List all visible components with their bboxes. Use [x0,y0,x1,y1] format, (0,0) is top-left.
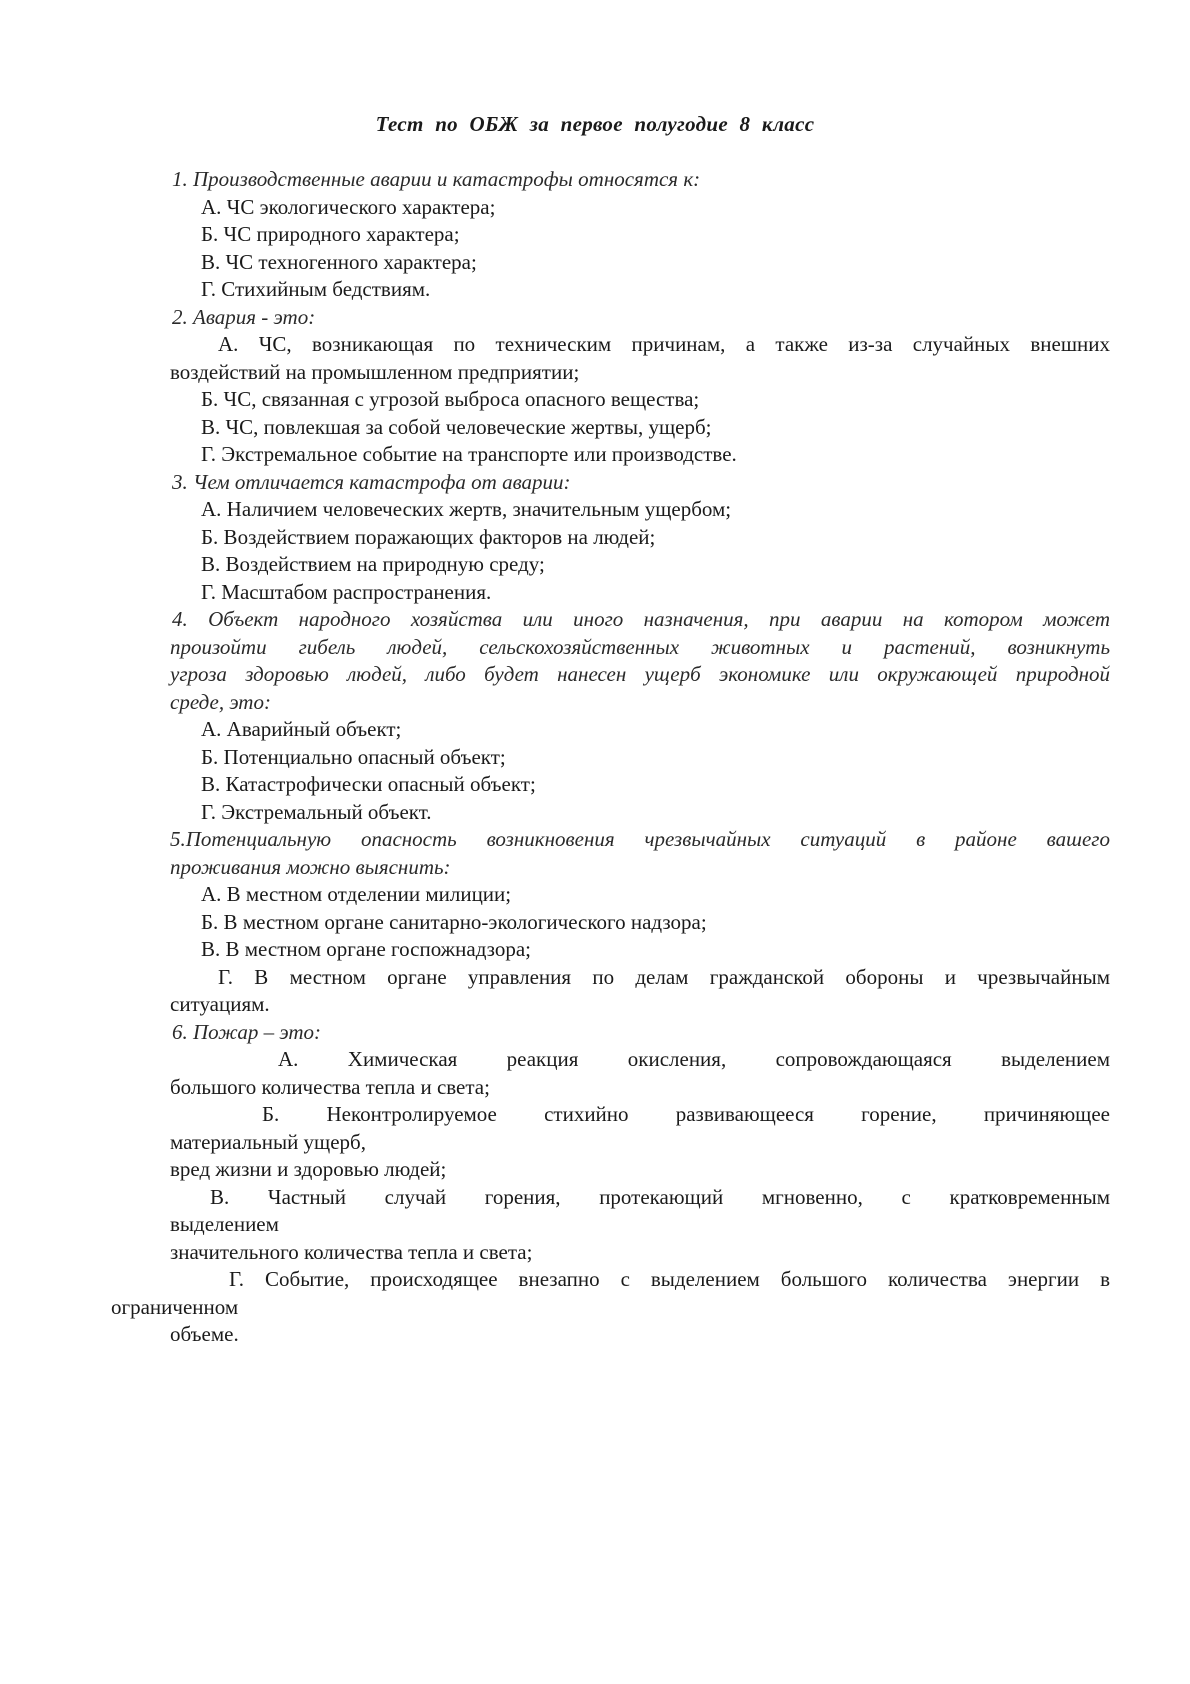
answer-option: Б. В местном органе санитарно-экологического надзора; [201,909,707,934]
answer-option-continuation: воздействий на промышленном предприятии; [170,359,580,384]
answer-option: В. В местном органе госпожнадзора; [201,937,532,961]
answer-option: В. Катастрофически опасный объект; [201,772,536,796]
answer-option: Б. Потенциально опасный объект; [201,744,506,769]
answer-option: Г. Событие, происходящее внезапно с выделением большого количества энергии в [229,1267,1110,1291]
answer-option-continuation: ограниченном [111,1294,239,1319]
question-3 [170,469,1110,607]
question-text: проживания можно выяснить: [170,854,451,879]
answer-option-continuation: выделением [170,1212,279,1236]
answer-option: А. Аварийный объект; [201,717,402,741]
question-4 [170,606,1110,826]
page-title: Тест по ОБЖ за первое полугодие 8 класс [375,112,815,136]
answer-option-continuation: объеме. [170,1322,239,1346]
question-text: 5.Потенциальную опасность возникновения чрезвычайных ситуаций в районе вашего [170,827,1110,851]
answer-option: В. ЧС, повлекшая за собой человеческие жертвы, ущерб; [201,414,712,439]
answer-option: Г. В местном органе управления по делам гражданской обороны и чрезвычайным [218,964,1110,989]
question-2 [170,304,1110,469]
answer-option: А. В местном отделении милиции; [201,882,512,906]
answer-option: Б. ЧС, связанная с угрозой выброса опасного вещества; [201,387,700,411]
answer-option: А. ЧС экологического характера; [201,194,496,219]
question-6 [111,1019,1110,1349]
answer-option: Г. Экстремальное событие на транспорте или производстве. [201,442,737,466]
question-text: 2. Авария - это: [172,304,316,329]
answer-option: А. ЧС, возникающая по техническим причинам, а также из-за случайных внешних [218,332,1110,356]
question-text: произойти гибель людей, сельскохозяйственных животных и растений, возникнуть [170,634,1110,659]
answer-option: А. Наличием человеческих жертв, значительным ущербом; [201,497,732,521]
question-text: 4. Объект народного хозяйства или иного назначения, при аварии на котором может [172,607,1110,631]
question-1 [170,166,1110,304]
answer-option: В. ЧС техногенного характера; [201,249,477,274]
answer-option-continuation: значительного количества тепла и света; [170,1239,533,1264]
answer-option: Г. Экстремальный объект. [201,799,432,824]
answer-option: Б. ЧС природного характера; [201,222,460,246]
question-text: угроза здоровью людей, либо будет нанесен ущерб экономике или окружающей природной [170,662,1110,686]
answer-option: Б. Воздействием поражающих факторов на людей; [201,524,656,549]
question-text: 3. Чем отличается катастрофа от аварии: [172,469,571,494]
test-content [111,166,1110,1349]
question-text: 1. Производственные аварии и катастрофы относятся к: [172,167,701,191]
answer-option-continuation: большого количества тепла и света; [170,1074,490,1099]
answer-option-continuation: материальный ущерб, [170,1129,366,1154]
question-5 [170,826,1110,1019]
answer-option: В. Воздействием на природную среду; [201,552,545,576]
answer-option: Г. Стихийным бедствиям. [201,277,431,301]
question-text: среде, это: [170,689,271,714]
answer-option-continuation: ситуациям. [170,992,270,1016]
answer-option: Б. Неконтролируемое стихийно развивающееся горение, причиняющее [262,1102,1110,1126]
answer-option: А. Химическая реакция окисления, сопровождающаяся выделением [278,1047,1110,1071]
answer-option: В. Частный случай горения, протекающий мгновенно, с кратковременным [210,1184,1110,1209]
question-text: 6. Пожар – это: [172,1019,322,1044]
answer-option: Г. Масштабом распространения. [201,579,492,604]
answer-option-continuation: вред жизни и здоровью людей; [170,1157,447,1181]
